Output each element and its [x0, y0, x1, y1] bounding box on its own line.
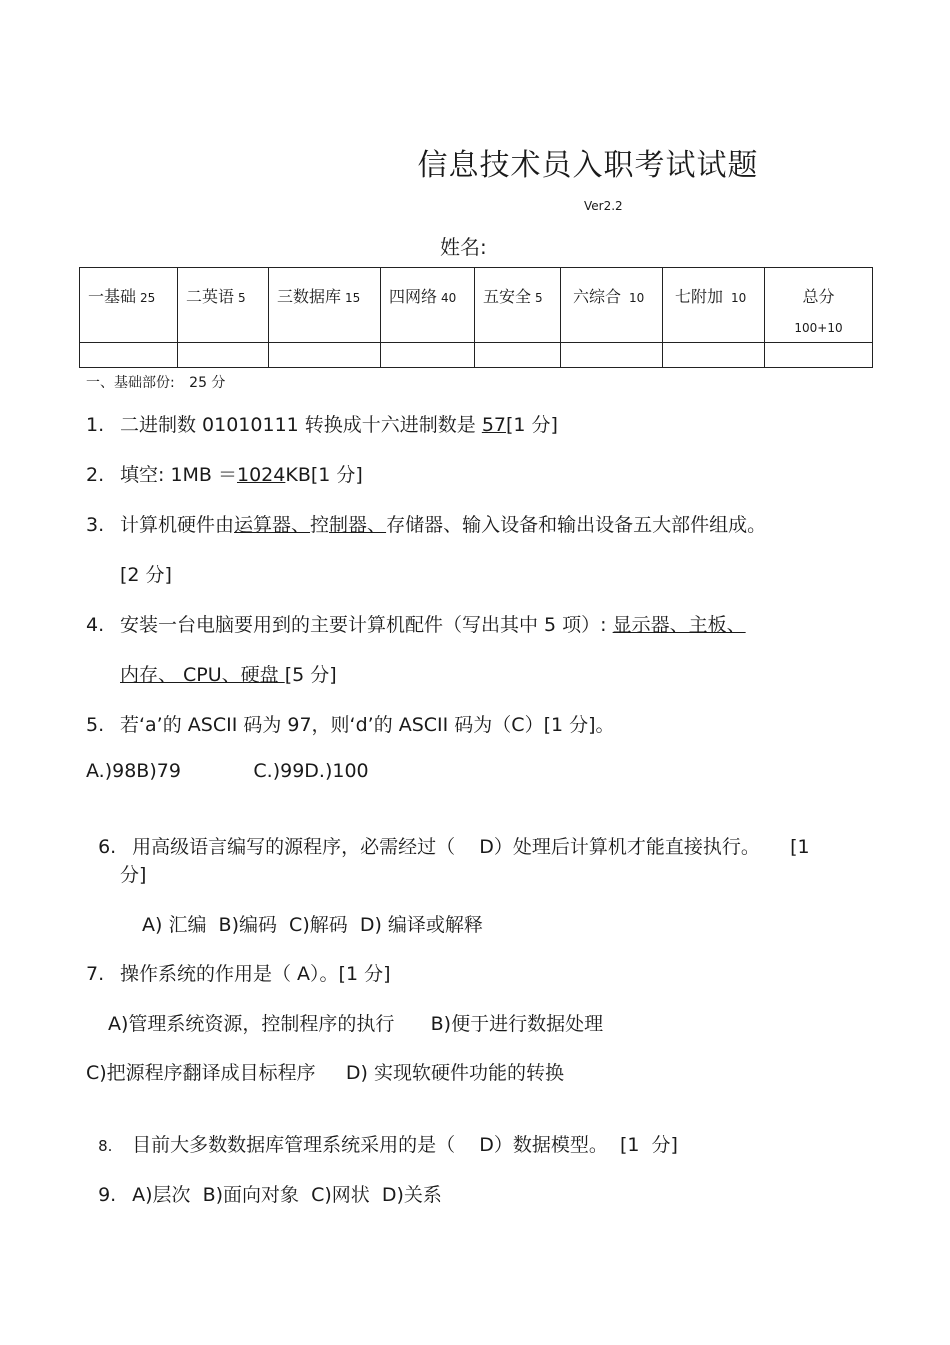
version-label: Ver2.2: [584, 199, 623, 213]
section-title: 一、基础部份:: [86, 375, 175, 391]
score-column-label: 一基础: [88, 287, 137, 306]
score-column-points: 10: [731, 291, 747, 305]
question-number: 9.: [98, 1184, 117, 1206]
question-number: 4.: [86, 614, 105, 636]
score-column-label: 六综合: [573, 287, 622, 306]
score-header-cell: [561, 268, 663, 343]
question-number: 1.: [86, 414, 105, 436]
score-entry-cell[interactable]: [269, 343, 381, 368]
name-label: 姓名:: [440, 235, 487, 259]
question-points: [5 分]: [284, 664, 337, 686]
total-label: 总分: [802, 287, 835, 306]
section-heading: [86, 372, 225, 392]
question-points: KB[1 分]: [285, 464, 363, 486]
question-text: 目前大多数数据库管理系统采用的是（ D）数据模型。 [1 分]: [132, 1134, 678, 1156]
question-5-options: A.)98B)79 C.)99D.)100: [86, 760, 369, 782]
score-table-header-row: [80, 268, 873, 343]
question-text: 存储器、输入设备和输出设备五大部件组成。: [386, 514, 767, 536]
question-text: 若‘a’的 ASCII 码为 97，则‘d’的 ASCII 码为（C）[1 分]。: [120, 714, 615, 736]
question-text: 二进制数 01010111 转换成十六进制数是: [120, 414, 482, 436]
question-number: 7.: [86, 963, 105, 985]
question-4: [86, 610, 746, 637]
question-7-options-2: C)把源程序翻译成目标程序 D) 实现软硬件功能的转换: [86, 1062, 564, 1084]
answer-text: 运算器、: [234, 514, 311, 536]
score-header-cell: [663, 268, 765, 343]
score-column-label: 二英语: [186, 287, 235, 306]
score-column-points: 15: [345, 291, 361, 305]
page-title: 信息技术员入职考试试题: [417, 148, 759, 183]
score-header-cell: [765, 268, 873, 343]
score-column-label: 七附加: [675, 287, 724, 306]
score-header-cell: [381, 268, 475, 343]
score-entry-cell[interactable]: [381, 343, 475, 368]
score-header-cell: [475, 268, 561, 343]
score-header-cell: [269, 268, 381, 343]
answer-text: 显示器、主板、: [612, 614, 746, 636]
score-header-cell: [80, 268, 178, 343]
score-column-label: 四网络: [389, 287, 438, 306]
score-column-points: 40: [441, 291, 457, 305]
question-number: 3.: [86, 514, 105, 536]
question-8: [86, 1108, 678, 1157]
question-7-options-1: A)管理系统资源，控制程序的执行 B)便于进行数据处理: [108, 1013, 604, 1035]
question-text: 计算机硬件由: [120, 514, 235, 536]
question-6: [86, 810, 810, 859]
question-number: 5.: [86, 714, 105, 736]
question-3: [86, 510, 766, 537]
score-column-points: 10: [629, 291, 645, 305]
score-entry-cell[interactable]: [561, 343, 663, 368]
answer-text: 1024: [237, 464, 286, 486]
answer-text: 制器、: [329, 514, 387, 536]
total-points: 100+10: [794, 321, 843, 335]
question-points: [1 分]: [506, 414, 558, 436]
score-table-entry-row: [80, 343, 873, 368]
answer-text: 内存、 CPU、硬盘: [120, 664, 285, 686]
question-5: [86, 710, 615, 737]
answer-text: 57: [481, 414, 507, 436]
question-7: [86, 959, 391, 986]
score-entry-cell[interactable]: [475, 343, 561, 368]
question-text: 控: [310, 514, 330, 536]
question-text: A)层次 B)面向对象 C)网状 D)关系: [132, 1184, 442, 1206]
score-column-points: 5: [535, 291, 543, 305]
score-table: [79, 267, 873, 368]
question-1: [86, 410, 558, 437]
score-entry-cell[interactable]: [80, 343, 178, 368]
section-points: 25 分: [189, 375, 226, 391]
score-column-points: 25: [140, 291, 156, 305]
question-9: [86, 1158, 442, 1207]
question-2: [86, 460, 363, 487]
question-number: 8.: [98, 1137, 113, 1155]
question-4-continued: [120, 660, 337, 687]
question-3-points: [2 分]: [120, 564, 172, 586]
question-text: 操作系统的作用是（ A）。[1 分]: [120, 963, 391, 985]
score-column-label: 五安全: [483, 287, 532, 306]
score-header-cell: [178, 268, 269, 343]
question-text: 安装一台电脑要用到的主要计算机配件（写出其中 5 项）:: [120, 614, 613, 636]
score-entry-cell[interactable]: [663, 343, 765, 368]
question-number: 6.: [98, 836, 117, 858]
question-text: 用高级语言编写的源程序，必需经过（ D）处理后计算机才能直接执行。 [1: [132, 836, 810, 858]
question-6-options: A) 汇编 B)编码 C)解码 D) 编译或解释: [142, 914, 483, 936]
score-column-points: 5: [238, 291, 246, 305]
score-entry-cell[interactable]: [178, 343, 269, 368]
question-text: 填空: 1MB ＝: [120, 464, 237, 486]
question-number: 2.: [86, 464, 105, 486]
score-entry-cell[interactable]: [765, 343, 873, 368]
question-6-points: 分]: [120, 864, 147, 886]
score-column-label: 三数据库: [277, 287, 342, 306]
